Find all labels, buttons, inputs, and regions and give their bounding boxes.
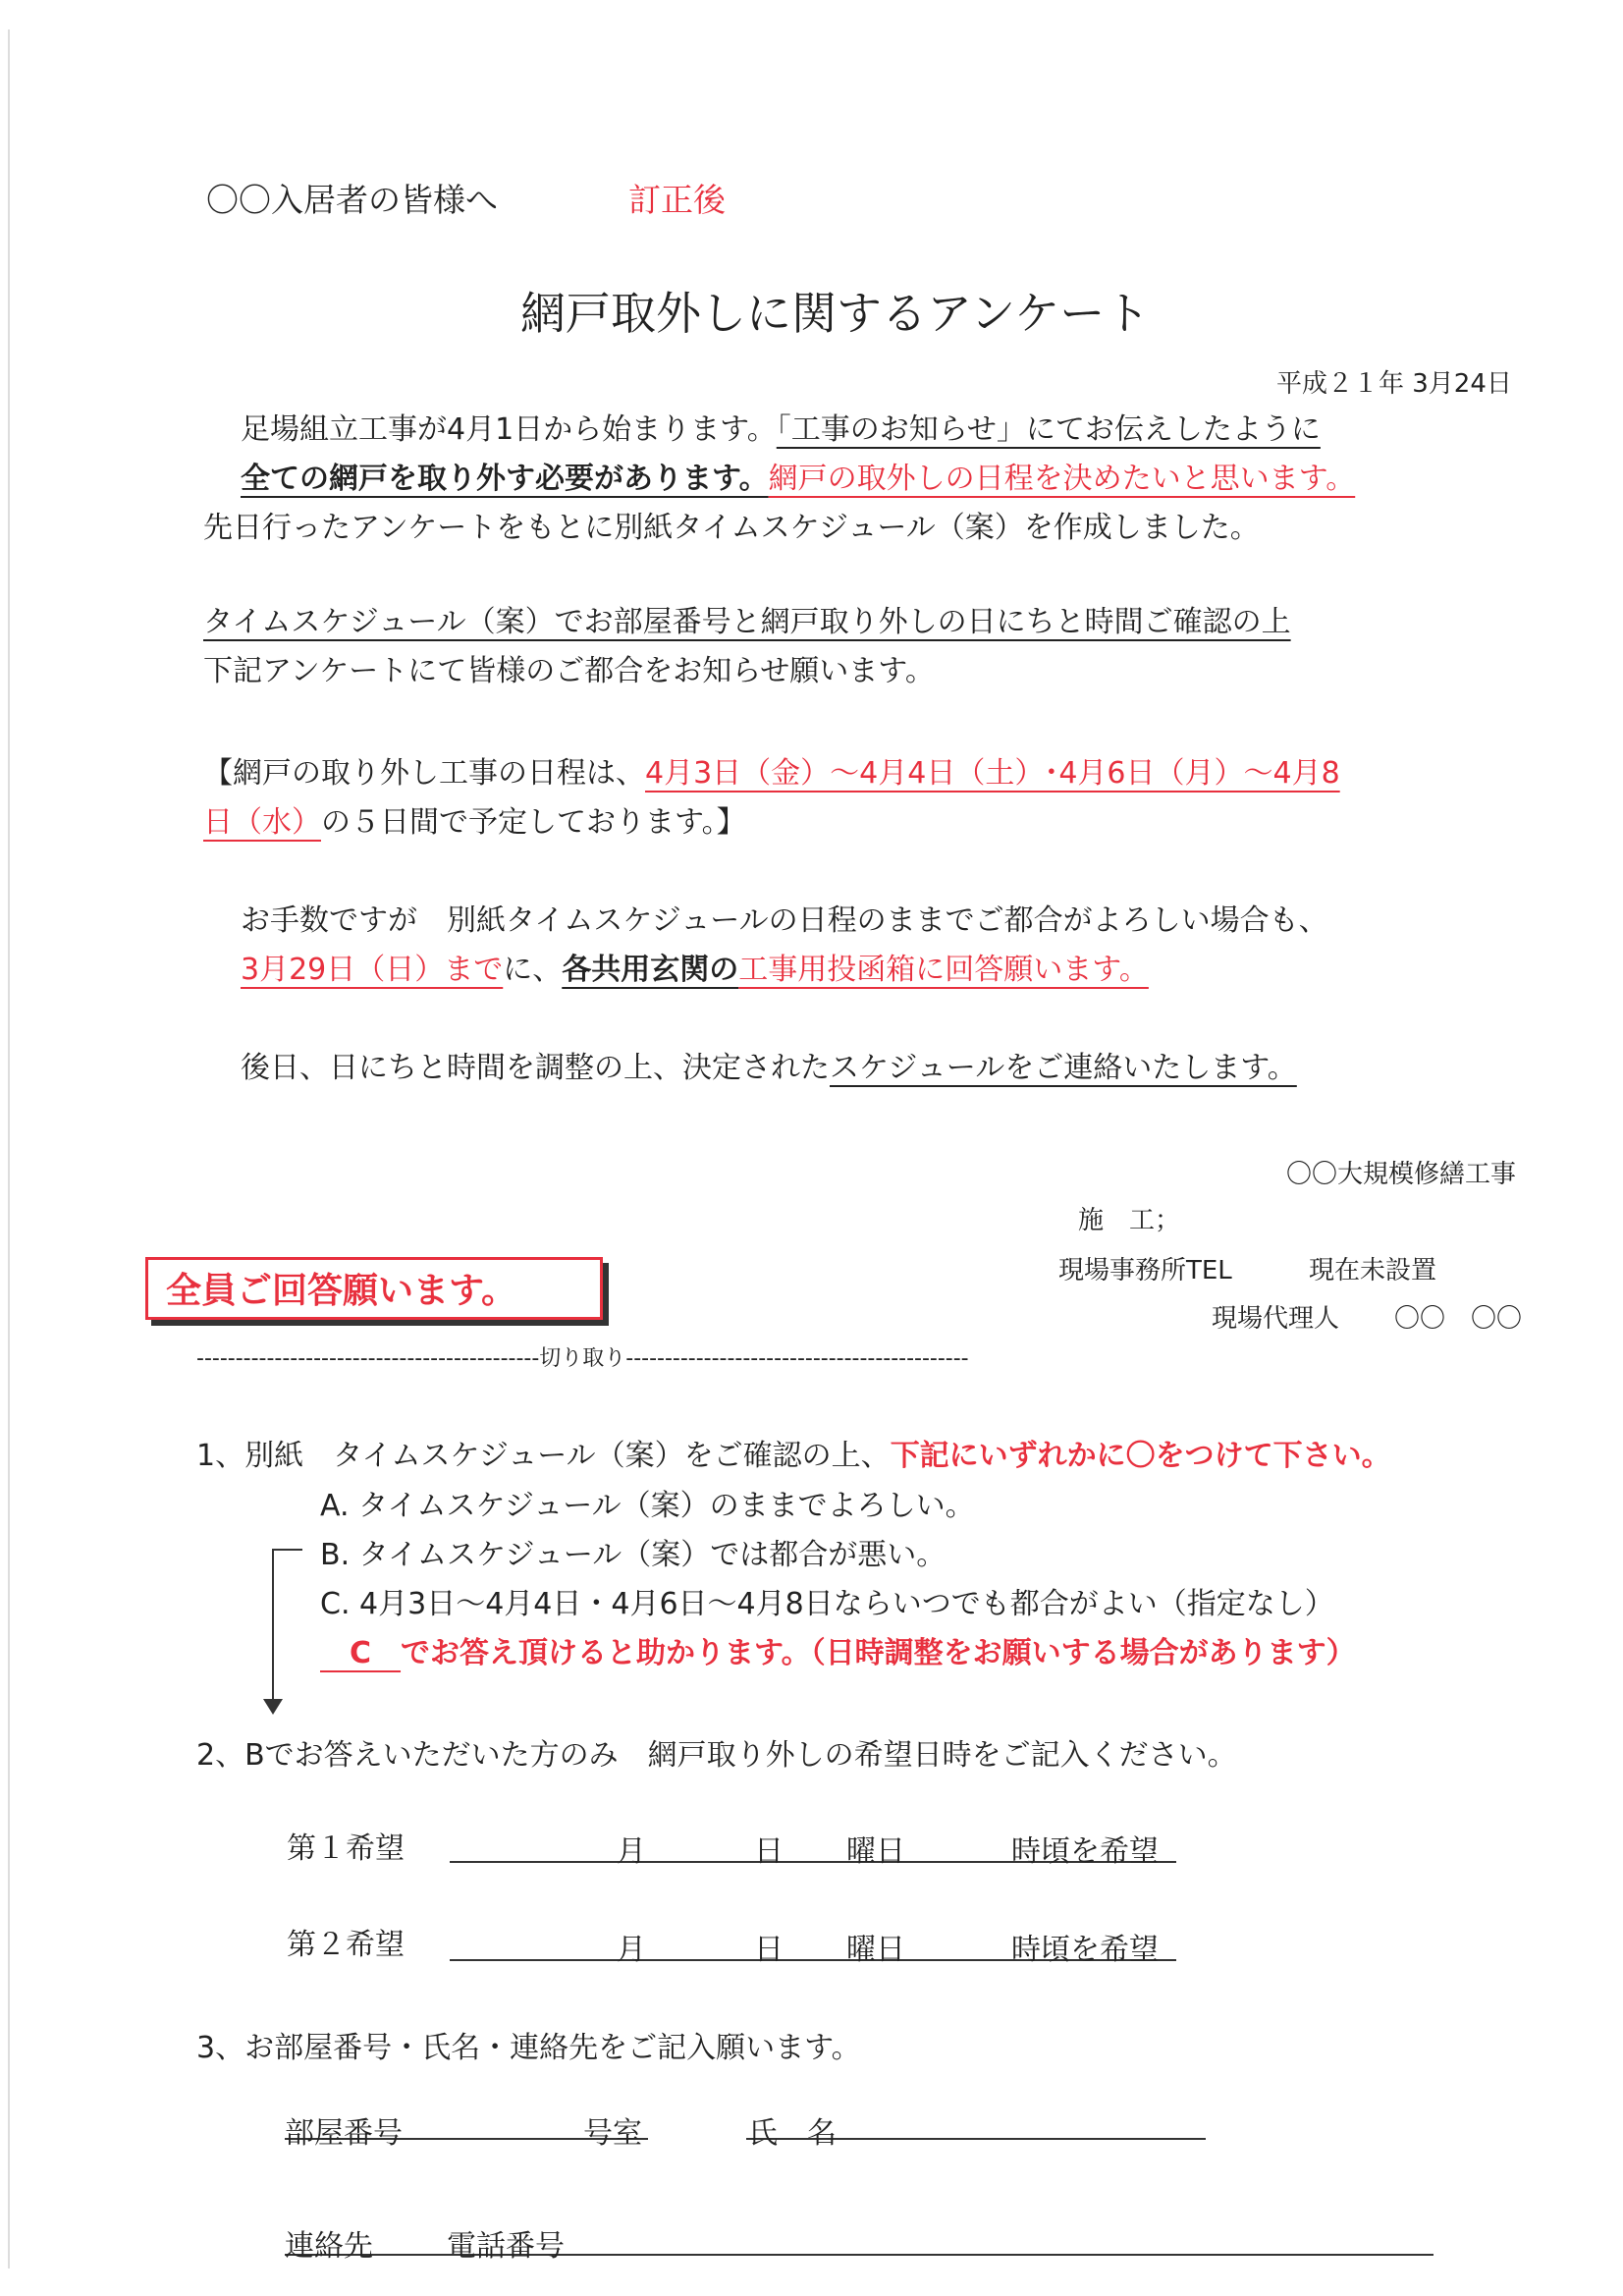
- site-agent-name: 〇〇 〇〇: [1394, 1304, 1523, 1334]
- name-label: 氏 名: [748, 2116, 837, 2151]
- date: 平成２１年 3月24日: [1276, 369, 1512, 399]
- preference-1-day: 日: [754, 1834, 784, 1869]
- site-agent-label: 現場代理人: [1212, 1304, 1340, 1334]
- intro-emphasis: 全ての網戸を取り外す必要があります。: [241, 462, 769, 496]
- intro-line-2: [241, 454, 1355, 497]
- deadline-line-1: お手数ですが 別紙タイムスケジュールの日程のままでご都合がよろしい場合も、: [241, 903, 1328, 938]
- preference-1-label: 第１希望: [287, 1831, 405, 1866]
- contact-label: 連絡先: [285, 2229, 373, 2264]
- contractor-label: 施 工；: [1078, 1206, 1181, 1235]
- followup-schedule: スケジュールをご連絡いたします。: [830, 1051, 1297, 1085]
- intro-text: 足場組立工事が4月1日から始まります。: [241, 412, 777, 447]
- scan-edge: [8, 29, 10, 2269]
- preference-1-weekday: 曜日: [846, 1834, 905, 1869]
- arrow-connector-h: [273, 1549, 302, 1551]
- question-1-text: 1、別紙 タイムスケジュール（案）をご確認の上、: [196, 1439, 891, 1473]
- schedule-text: 【網戸の取り外し工事の日程は、: [203, 756, 645, 791]
- arrow-down-icon: [263, 1699, 283, 1715]
- addressee: 〇〇入居者の皆様へ: [206, 181, 498, 219]
- schedule-text-end: の５日間で予定しております。】: [321, 805, 746, 840]
- arrow-connector-v: [272, 1549, 274, 1701]
- preference-1-time: 時頃を希望: [1011, 1834, 1159, 1869]
- preference-2-month: 月: [617, 1933, 646, 1967]
- all-respond-callout: 全員ご回答願います。: [145, 1257, 603, 1320]
- notify-line: 下記アンケートにて皆様のご都合をお知らせ願います。: [203, 654, 935, 688]
- schedule-line-1: [203, 748, 1340, 792]
- followup-line: [241, 1043, 1297, 1086]
- office-tel-value: 現在未設置: [1309, 1256, 1437, 1285]
- followup-text: 後日、日にちと時間を調整の上、決定された: [241, 1051, 830, 1085]
- option-c-mark: C: [320, 1636, 402, 1670]
- question-1: [196, 1431, 1391, 1474]
- option-a[interactable]: A. タイムスケジュール（案）のままでよろしい。: [320, 1489, 975, 1523]
- correction-mark: 訂正後: [628, 181, 726, 219]
- preference-2-weekday: 曜日: [846, 1933, 905, 1967]
- intro-line-3: 先日行ったアンケートをもとに別紙タイムスケジュール（案）を作成しました。: [203, 511, 1260, 545]
- entrance-text: 各共用玄関の: [562, 953, 739, 987]
- question-3: 3、お部屋番号・氏名・連絡先をご記入願います。: [196, 2031, 861, 2065]
- preference-2-label: 第２希望: [287, 1928, 405, 1962]
- phone-label: 電話番号: [447, 2229, 565, 2264]
- deadline-text: に、: [503, 953, 563, 987]
- cut-line: --------------------------------------------切り取り--------------------------------------------: [196, 1346, 969, 1371]
- option-c-note-text: でお答え頂けると助かります。（日時調整をお願いする場合があります）: [401, 1636, 1356, 1670]
- schedule-dates-end: 日（水）: [203, 805, 321, 840]
- intro-line-1: [241, 405, 1321, 448]
- question-2: 2、Bでお答えいただいた方のみ 網戸取り外しの希望日時をご記入ください。: [196, 1738, 1237, 1773]
- dropbox-text: 工事用投函箱に回答願います。: [738, 953, 1149, 987]
- deadline-date: 3月29日（日）まで: [241, 953, 504, 987]
- schedule-line-2: [203, 797, 746, 841]
- preference-1-month: 月: [617, 1834, 646, 1869]
- intro-red-note: 網戸の取外しの日程を決めたいと思います。: [768, 462, 1356, 496]
- option-b[interactable]: B. タイムスケジュール（案）では都合が悪い。: [320, 1538, 947, 1572]
- notice-reference: 「工事のお知らせ」にてお伝えしたように: [776, 412, 1321, 447]
- option-c-note: [320, 1628, 1356, 1671]
- deadline-line-2: [241, 945, 1149, 988]
- room-suffix: 号室: [583, 2116, 642, 2151]
- preference-2-day: 日: [754, 1933, 784, 1967]
- office-tel-label: 現場事務所TEL: [1058, 1256, 1232, 1285]
- preference-2-time: 時頃を希望: [1011, 1933, 1159, 1967]
- question-1-instruction: 下記にいずれかに〇をつけて下さい。: [890, 1439, 1391, 1473]
- schedule-dates: 4月3日（金）～4月4日（土）･4月6日（月）～4月8: [645, 756, 1340, 791]
- option-c[interactable]: C. 4月3日～4月4日・4月6日～4月8日ならいつでも都合がよい（指定なし）: [320, 1587, 1334, 1621]
- schedule-check-line: タイムスケジュール（案）でお部屋番号と網戸取り外しの日にちと時間ご確認の上: [203, 605, 1291, 639]
- room-number-label: 部屋番号: [285, 2116, 403, 2151]
- project-name: 〇〇大規模修繕工事: [1286, 1160, 1517, 1189]
- page-title: 網戸取外しに関するアンケート: [520, 287, 1151, 340]
